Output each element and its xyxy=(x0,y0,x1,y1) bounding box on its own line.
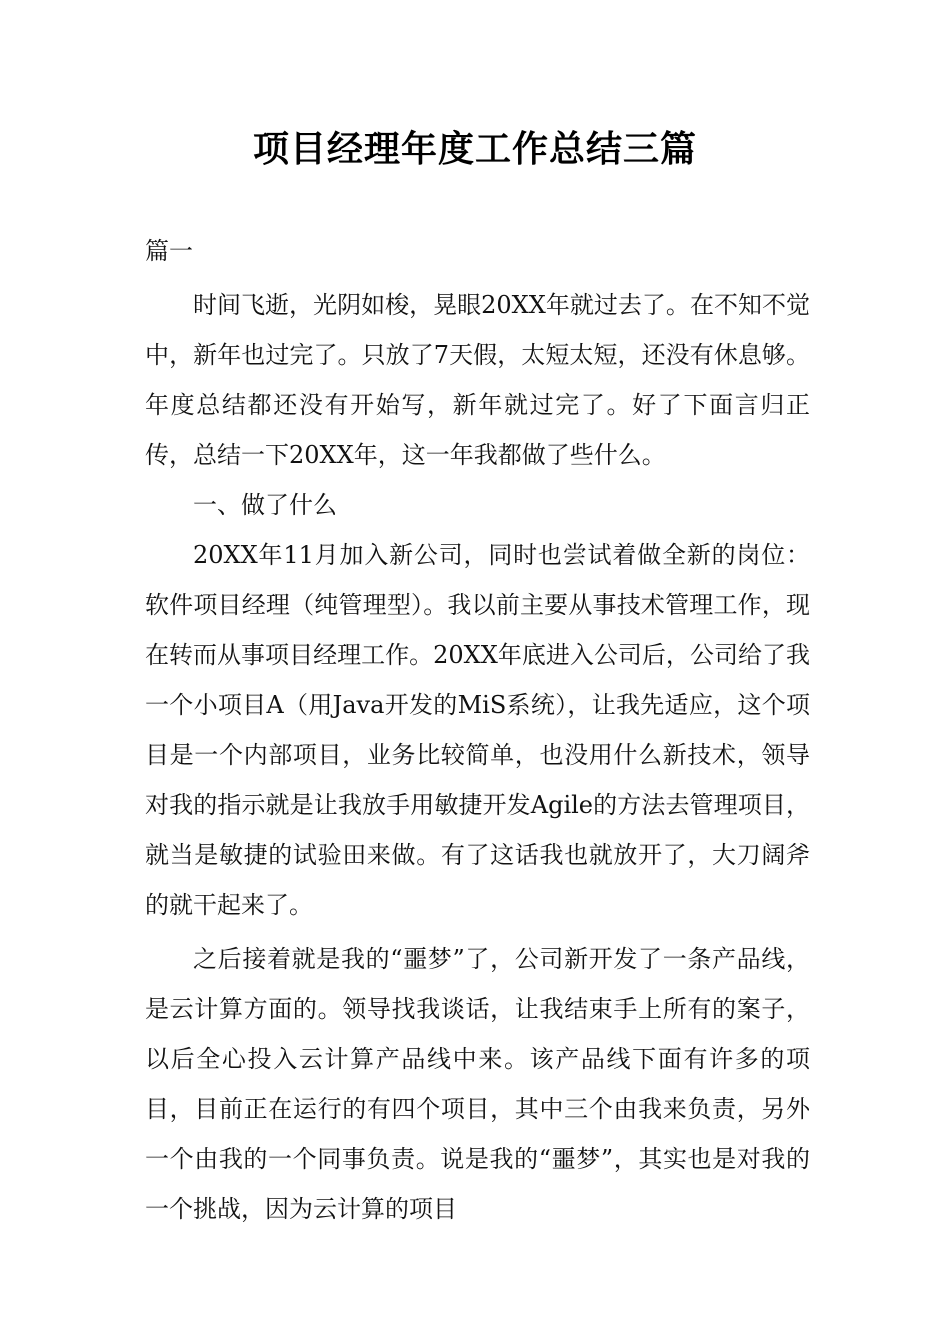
document-title: 项目经理年度工作总结三篇 xyxy=(252,129,697,170)
paragraph-nightmare: 之后接着就是我的“噩梦”了，公司新开发了一条产品线，是云计算方面的。领导找我谈话，让我结束手上所有的案子，以后全心投入云计算产品线中来。该产品线下面有许多的项目，目前正在运行的有四个项目，其中三个由我来负责，另外一个由我的一个同事负责。说是我的“噩梦”，其实也是对我的一个挑战，因为云计算的项目 xyxy=(145,945,810,1223)
document-body xyxy=(145,226,810,1234)
paragraph-new-company: 20XX年11月加入新公司，同时也尝试着做全新的岗位：软件项目经理（纯管理型）。我以前主要从事技术管理工作，现在转而从事项目经理工作。20XX年底进入公司后，公司给了我一个小项目A（用Java开发的MiS系统），让我先适应，这个项目是一个内部项目，业务比较简单，也没用什么新技术，领导对我的指示就是让我放手用敏捷开发Agile的方法去管理项目，就当是敏捷的试验田来做。有了这话我也就放开了，大刀阔斧的就干起来了。 xyxy=(145,541,810,919)
section-label: 篇一 xyxy=(145,237,193,265)
paragraph-intro: 时间飞逝，光阴如梭，晃眼20XX年就过去了。在不知不觉中，新年也过完了。只放了7天假，太短太短，还没有休息够。年度总结都还没有开始写，新年就过完了。好了下面言归正传，总结一下20XX年，这一年我都做了些什么。 xyxy=(145,291,810,469)
heading-what-done: 一、做了什么 xyxy=(193,491,337,519)
